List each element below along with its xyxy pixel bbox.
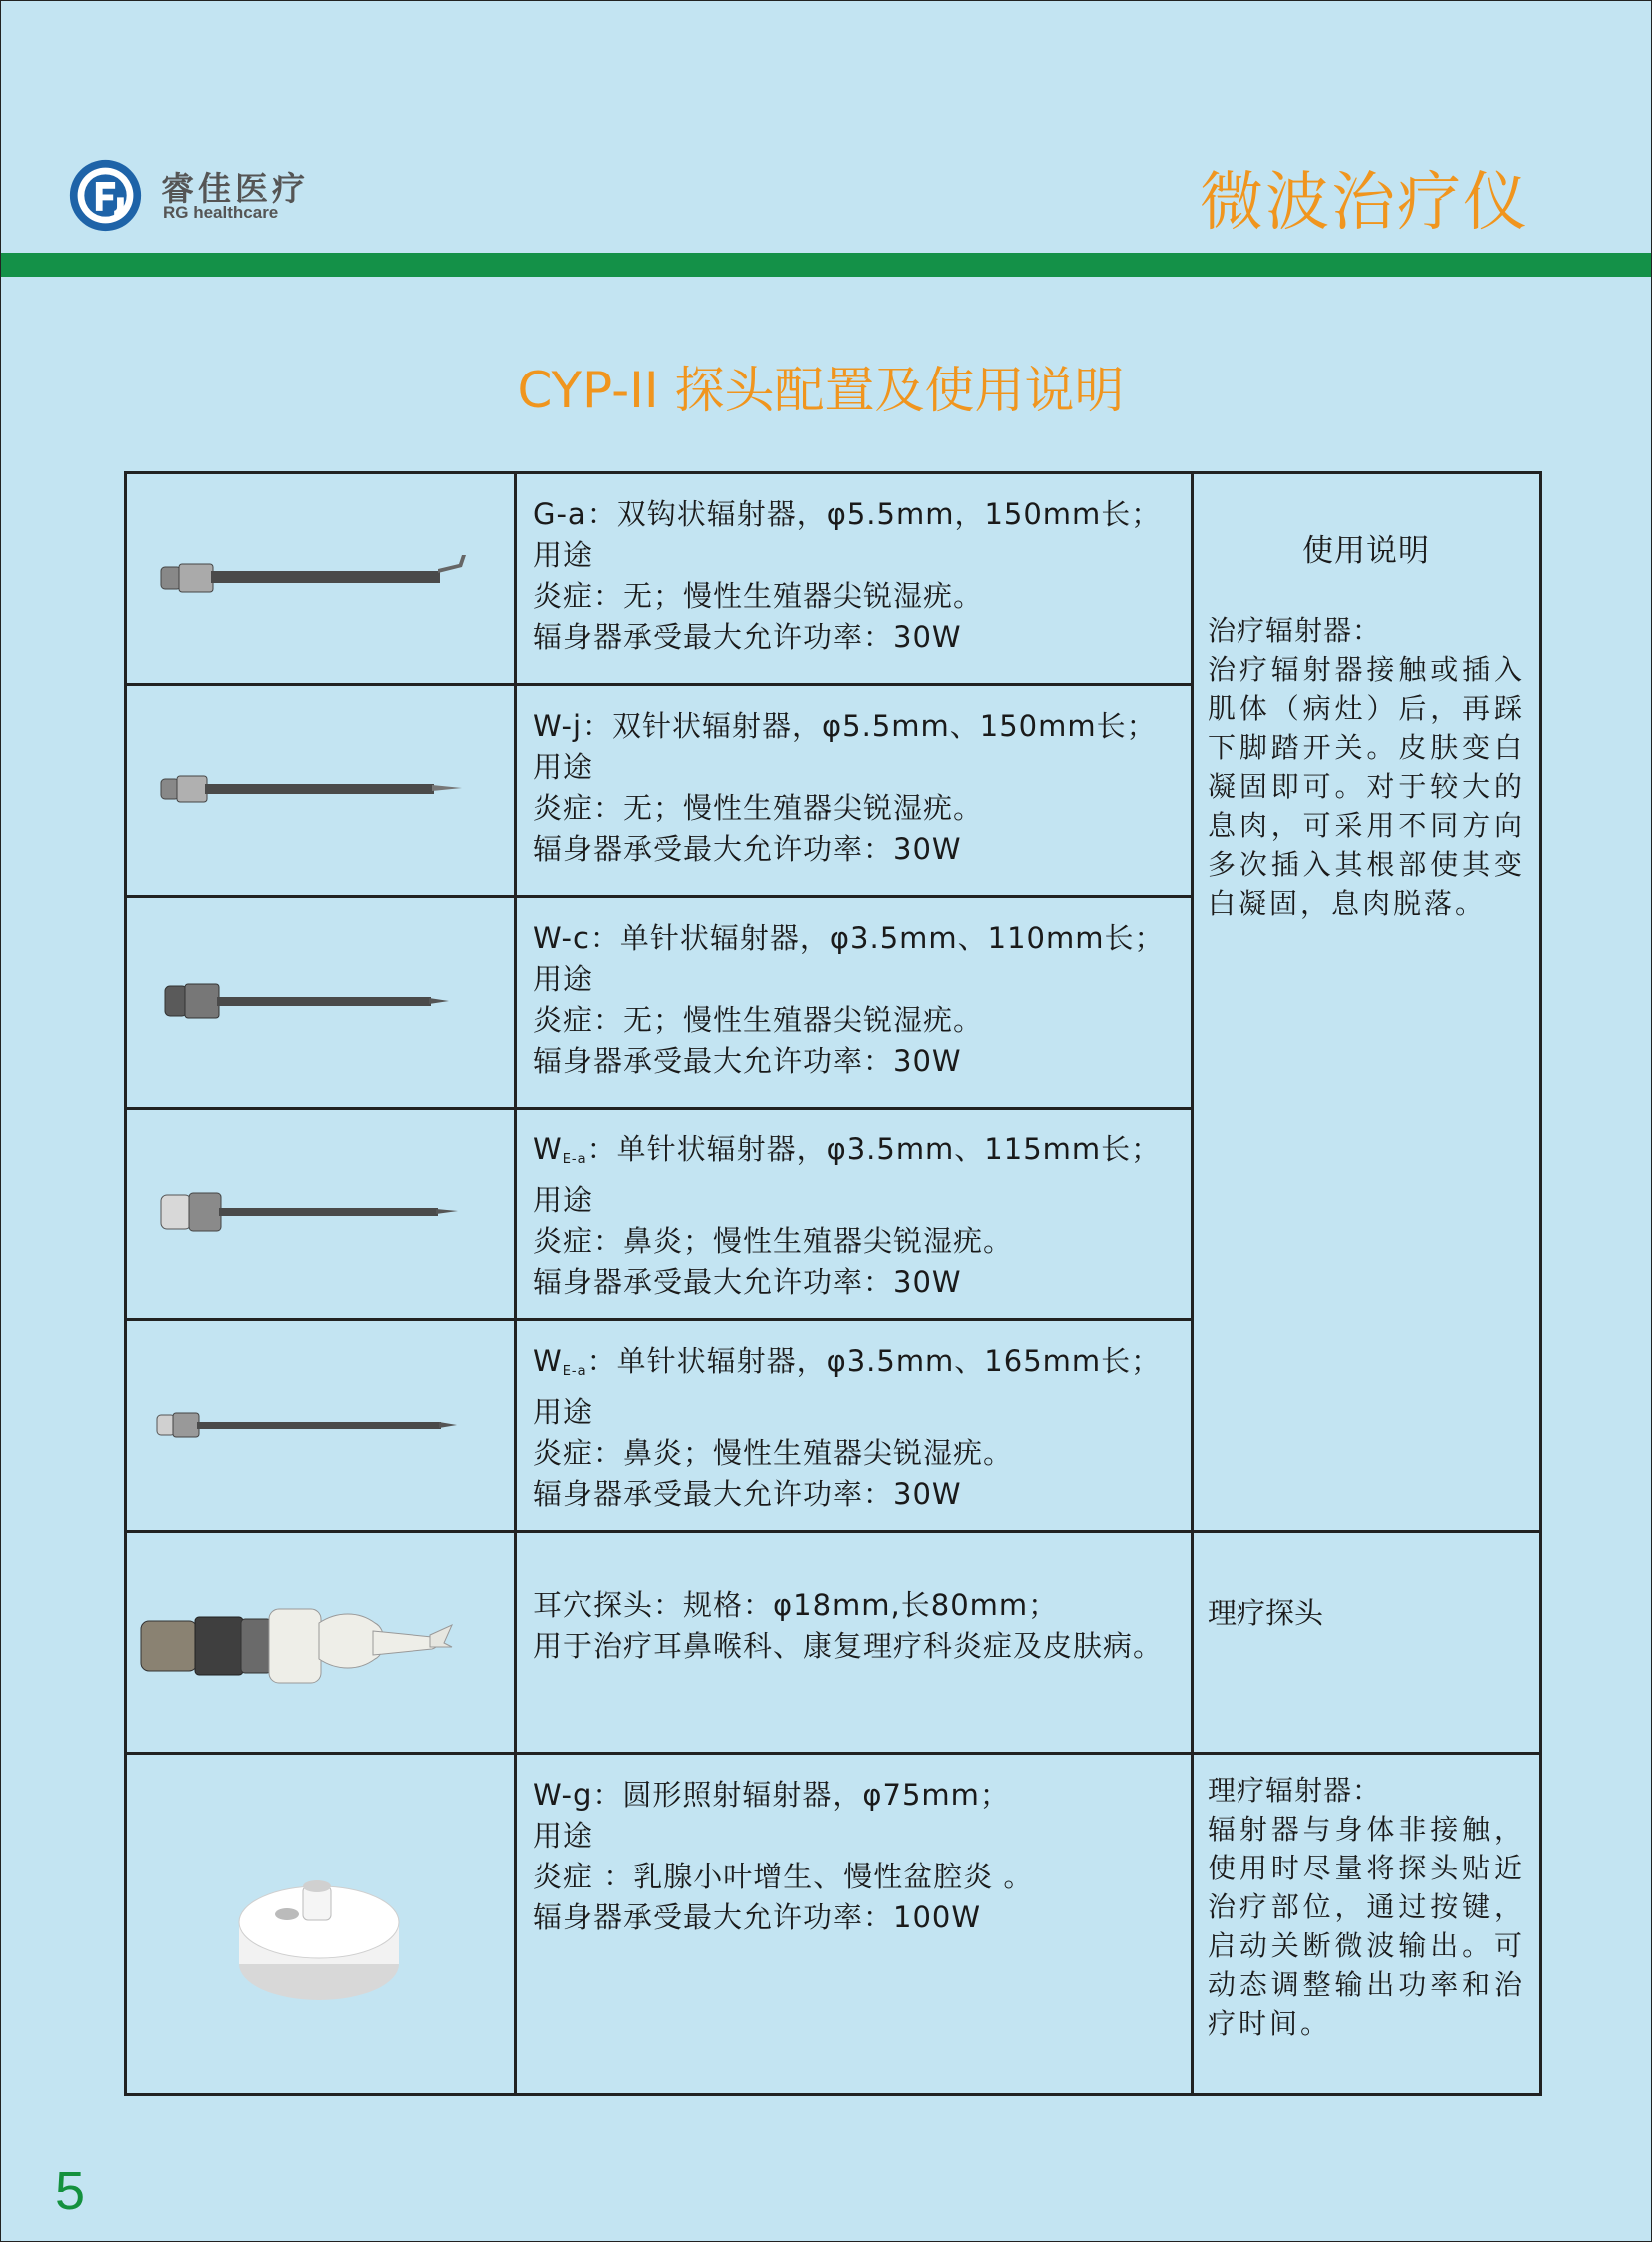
usage-instructions-cell — [1193, 473, 1541, 1532]
single-needle-probe-icon — [127, 898, 511, 1103]
logo-chinese-name: 睿佳医疗 — [161, 169, 309, 208]
probe-image-cell — [126, 1754, 516, 2095]
round-radiator-icon — [127, 1755, 511, 2089]
round-probe-description: W-g：圆形照射辐射器，φ75mm； 用途 炎症 ：乳腺小叶增生、慢性盆腔炎 。 辐身器承受最大允许功率：100W — [516, 1754, 1193, 2095]
probe-image-cell — [126, 685, 516, 897]
probe-description: G-a：双钩状辐射器，φ5.5mm，150mm长； 用途 炎症：无；慢性生殖器尖锐湿疣。 辐身器承受最大允许功率：30W — [516, 473, 1193, 685]
header-title: 微波治疗仪 — [1200, 166, 1529, 240]
physio-probe-label: 理疗探头 — [1208, 1596, 1324, 1630]
usage-heading: 使用说明 — [1302, 533, 1430, 569]
probe-image-cell — [126, 1109, 516, 1320]
physio-probe-label-cell — [1193, 1532, 1541, 1754]
probe-description: W-j：双针状辐射器，φ5.5mm、150mm长； 用途 炎症：无；慢性生殖器尖锐湿疣。 辐身器承受最大允许功率：30W — [516, 685, 1193, 897]
probe-image-cell — [126, 1320, 516, 1532]
probe-table — [124, 471, 1542, 2096]
page-title: CYP-II 探头配置及使用说明 — [517, 362, 1125, 419]
rg-logo-icon — [67, 157, 144, 234]
probe-description: $W_{E-a}$：单针状辐射器，φ3.5mm、165mm长； 用途 炎症：鼻炎；慢性生殖器尖锐湿疣。 辐身器承受最大允许功率：30W — [516, 1320, 1193, 1532]
single-needle-probe-icon — [127, 1110, 511, 1314]
probe-description: $W_{E-a}$：单针状辐射器，φ3.5mm、115mm长； 用途 炎症：鼻炎；慢性生殖器尖锐湿疣。 辐身器承受最大允许功率：30W — [516, 1109, 1193, 1320]
probe-description: W-c：单针状辐射器，φ3.5mm、110mm长； 用途 炎症：无；慢性生殖器尖锐湿疣。 辐身器承受最大允许功率：30W — [516, 897, 1193, 1109]
usage-text: 治疗辐射器接触或插入肌体（病灶）后，再踩下脚踏开关。皮肤变白凝固即可。对于较大的息肉，可采用不同方向多次插入其根部使其变白凝固，息肉脱落。 — [1208, 653, 1525, 920]
double-needle-probe-icon — [127, 686, 511, 891]
ear-probe-description: 耳穴探头：规格：φ18mm,长80mm； 用于治疗耳鼻喉科、康复理疗科炎症及皮肤病。 — [516, 1532, 1193, 1754]
probe-image-cell — [126, 1532, 516, 1754]
ear-acupoint-probe-icon — [127, 1533, 511, 1748]
single-needle-probe-icon — [127, 1321, 511, 1526]
logo-english-name: RG healthcare — [163, 203, 279, 222]
physio-radiator-label: 理疗辐射器： — [1208, 1774, 1382, 1807]
physio-radiator-text: 辐射器与身体非接触，使用时尽量将探头贴近治疗部位，通过按键，启动关断微波输出。可动态调整输出功率和治疗时间。 — [1208, 1813, 1525, 2040]
hook-probe-icon — [127, 474, 511, 679]
probe-image-cell — [126, 897, 516, 1109]
header-divider-bar — [1, 253, 1651, 277]
probe-image-cell — [126, 473, 516, 685]
page-number: 5 — [55, 2161, 86, 2221]
usage-label: 治疗辐射器： — [1208, 614, 1382, 647]
physio-radiator-cell — [1193, 1754, 1541, 2095]
